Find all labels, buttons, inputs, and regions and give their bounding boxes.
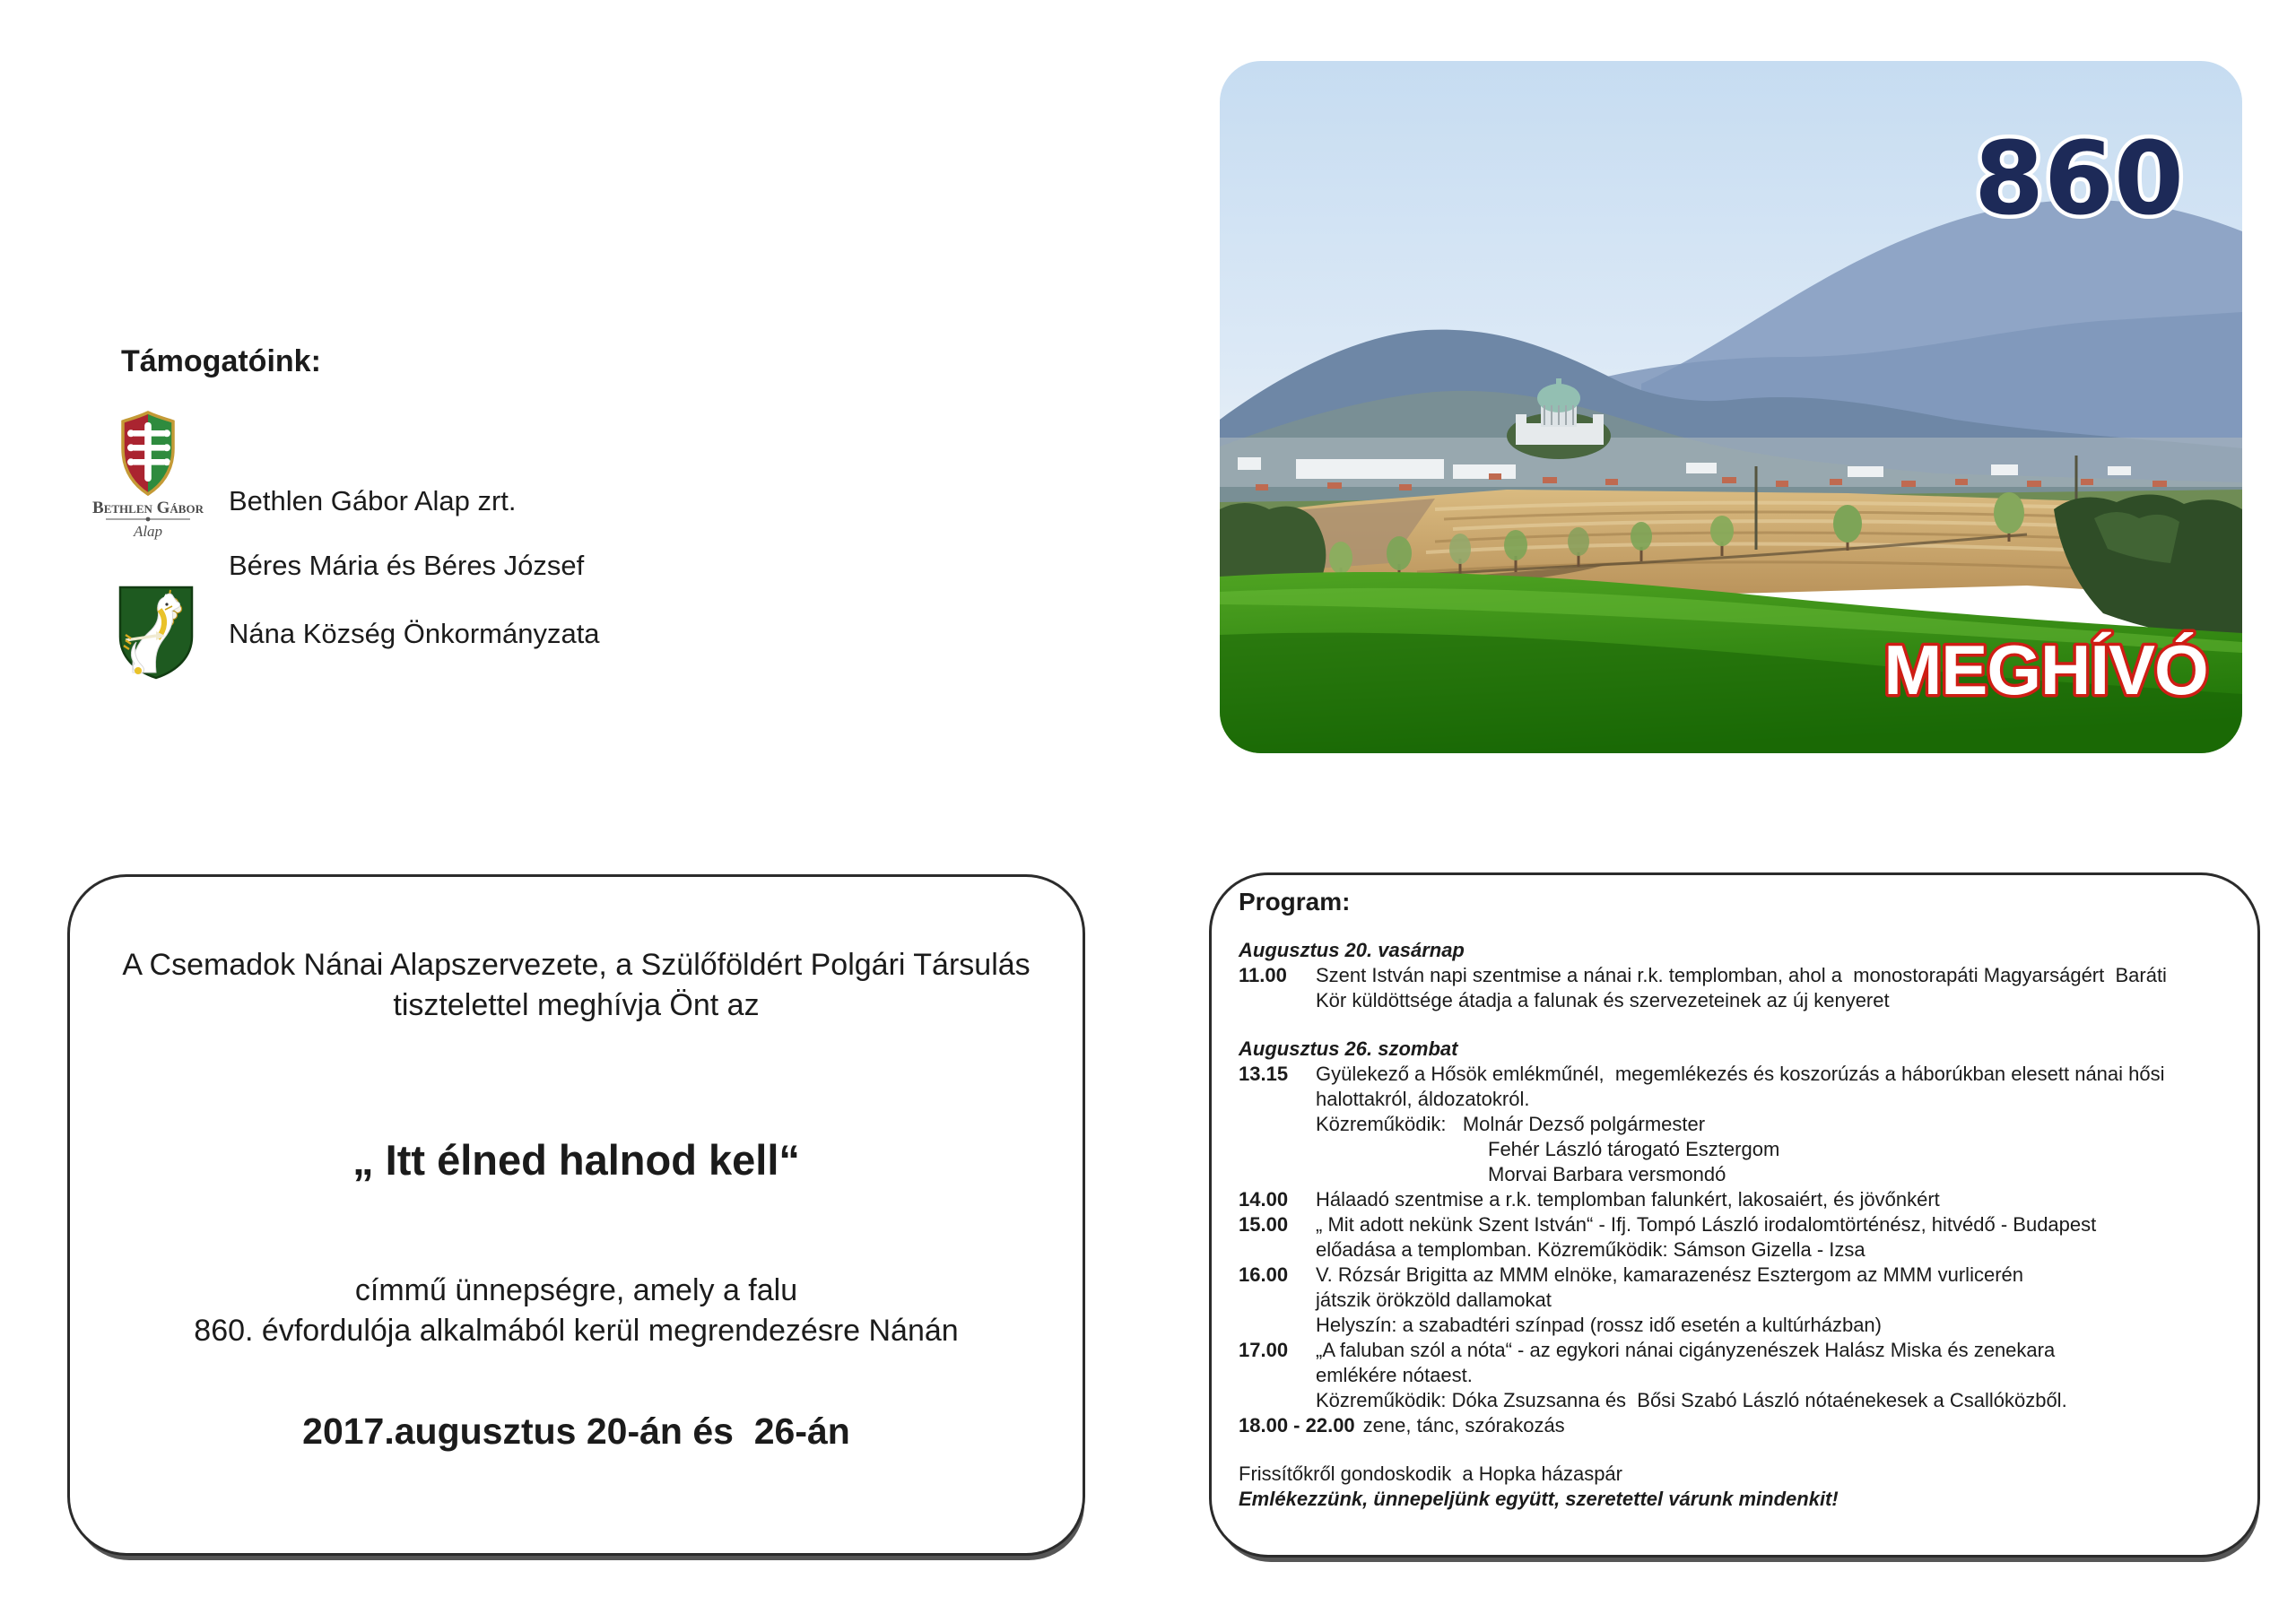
program-row <box>1239 1388 2234 1413</box>
program-text: Közreműködik: Molnár Dezső polgármester <box>1316 1113 1706 1135</box>
bethlen-sub-label: Alap <box>133 523 163 540</box>
program-time: 17.00 <box>1239 1339 1289 1361</box>
program-text: Hálaadó szentmise a r.k. templomban falunkért, lakosaiért, és jövőnkért <box>1316 1188 1940 1211</box>
program-text: „ Mit adott nekünk Szent István“ - Ifj. Tompó László irodalomtörténész, hitvédő - Budapest <box>1316 1213 2097 1236</box>
program-row <box>1239 1162 2234 1187</box>
program-text: Gyülekező a Hősök emlékműnél, megemlékezés és koszorúzás a háborúkban elesett nánai hősi <box>1316 1063 2165 1085</box>
program-row <box>1239 1137 2234 1162</box>
program-day-label: Augusztus 20. vasárnap <box>1239 939 1465 961</box>
program-text: V. Rózsár Brigitta az MMM elnöke, kamarazenész Esztergom az MMM vurlicerén <box>1316 1263 2023 1286</box>
program-text: Szent István napi szentmise a nánai r.k. templomban, ahol a monostorapáti Magyarságért Baráti <box>1316 964 2167 986</box>
program-heading: Program: <box>1239 888 1351 916</box>
program-row <box>1239 1062 2234 1087</box>
program-text: Frissítőkről gondoskodik a Hopka házaspár <box>1239 1462 1622 1485</box>
program-text: Morvai Barbara versmondó <box>1488 1163 1726 1185</box>
program-text: Helyszín: a szabadtéri színpad (rossz idő esetén a kultúrházban) <box>1316 1314 1882 1336</box>
program-day <box>1239 1037 2234 1062</box>
program-day <box>1239 938 2234 963</box>
supporter-name-bethlen: Bethlen Gábor Alap zrt. <box>229 485 517 516</box>
program-row <box>1239 1187 2234 1212</box>
program-time: 15.00 <box>1239 1213 1289 1236</box>
program-row <box>1239 1338 2234 1363</box>
landscape-photo <box>1220 61 2242 753</box>
program-text: zene, tánc, szórakozás <box>1362 1414 1565 1436</box>
program-text: Fehér László tárogató Esztergom <box>1488 1138 1780 1160</box>
supporter-name-nana: Nána Község Önkormányzata <box>229 618 600 649</box>
program-row <box>1239 963 2234 988</box>
program-text: előadása a templomban. Közreműködik: Sámson Gizella - Izsa <box>1316 1238 1866 1261</box>
program-row <box>1239 1288 2234 1313</box>
supporters-heading: Támogatóink: <box>121 344 321 378</box>
nana-coat-of-arms-icon <box>115 583 197 686</box>
program-text: halottakról, áldozatokról. <box>1316 1088 1530 1110</box>
program-footer-closing <box>1239 1487 2234 1512</box>
program-row <box>1239 1212 2234 1237</box>
program-time: 16.00 <box>1239 1263 1289 1286</box>
bethlen-wordmark: Bethlen Gábor <box>92 499 204 517</box>
program-time: 11.00 <box>1239 964 1287 986</box>
bethlen-gabor-alap-logo <box>81 405 215 546</box>
invitation-desc-line2: 860. évfordulója alkalmából kerül megrendezésre Nánán <box>194 1314 959 1348</box>
program-box <box>1209 872 2260 1558</box>
program-row <box>1239 1363 2234 1388</box>
program-text: Kör küldöttsége átadja a falunak és szervezeteinek az új kenyeret <box>1316 989 1890 1011</box>
photo-badge-860: 860 <box>1974 121 2184 238</box>
invitation-desc-line1: címmű ünnepségre, amely a falu <box>354 1273 798 1307</box>
invitation-dates: 2017.augusztus 20-án és 26-án <box>302 1410 850 1452</box>
program-text: emlékére nótaest. <box>1316 1364 1473 1386</box>
program-row <box>1239 1413 2234 1438</box>
bethlen-shield-icon <box>121 411 175 497</box>
program-time: 14.00 <box>1239 1188 1289 1211</box>
program-row <box>1239 988 2234 1013</box>
program-text: Közreműködik: Dóka Zsuzsanna és Bősi Szabó László nótaénekesek a Csallóközből. <box>1316 1389 2067 1411</box>
program-day-label: Augusztus 26. szombat <box>1239 1037 1458 1060</box>
photo-town <box>1220 438 2242 490</box>
program-row <box>1239 1112 2234 1137</box>
program-text: Emlékezzünk, ünnepeljünk együtt, szeretettel várunk mindenkit! <box>1239 1488 1839 1510</box>
program-row <box>1239 1313 2234 1338</box>
invitation-intro-line2: tisztelettel meghívja Önt az <box>393 988 760 1022</box>
photo-caption-meghivo: MEGHÍVÓ <box>1883 630 2208 709</box>
program-time: 13.15 <box>1239 1063 1289 1085</box>
invitation-intro-line1: A Csemadok Nánai Alapszervezete, a Szülőföldért Polgári Társulás <box>122 948 1031 982</box>
program-row <box>1239 1263 2234 1288</box>
program-row <box>1239 1087 2234 1112</box>
supporter-name-beres: Béres Mária és Béres József <box>229 550 585 581</box>
program-text: „A faluban szól a nóta“ - az egykori nánai cigányzenészek Halász Miska és zenekara <box>1316 1339 2056 1361</box>
program-footer-refreshments <box>1239 1462 2234 1487</box>
program-row <box>1239 1237 2234 1263</box>
invitation-title: „ Itt élned halnod kell“ <box>352 1136 800 1184</box>
invitation-box <box>67 874 1085 1556</box>
program-text: játszik örökzöld dallamokat <box>1316 1289 1552 1311</box>
program-time: 18.00 - 22.00 <box>1239 1414 1355 1436</box>
